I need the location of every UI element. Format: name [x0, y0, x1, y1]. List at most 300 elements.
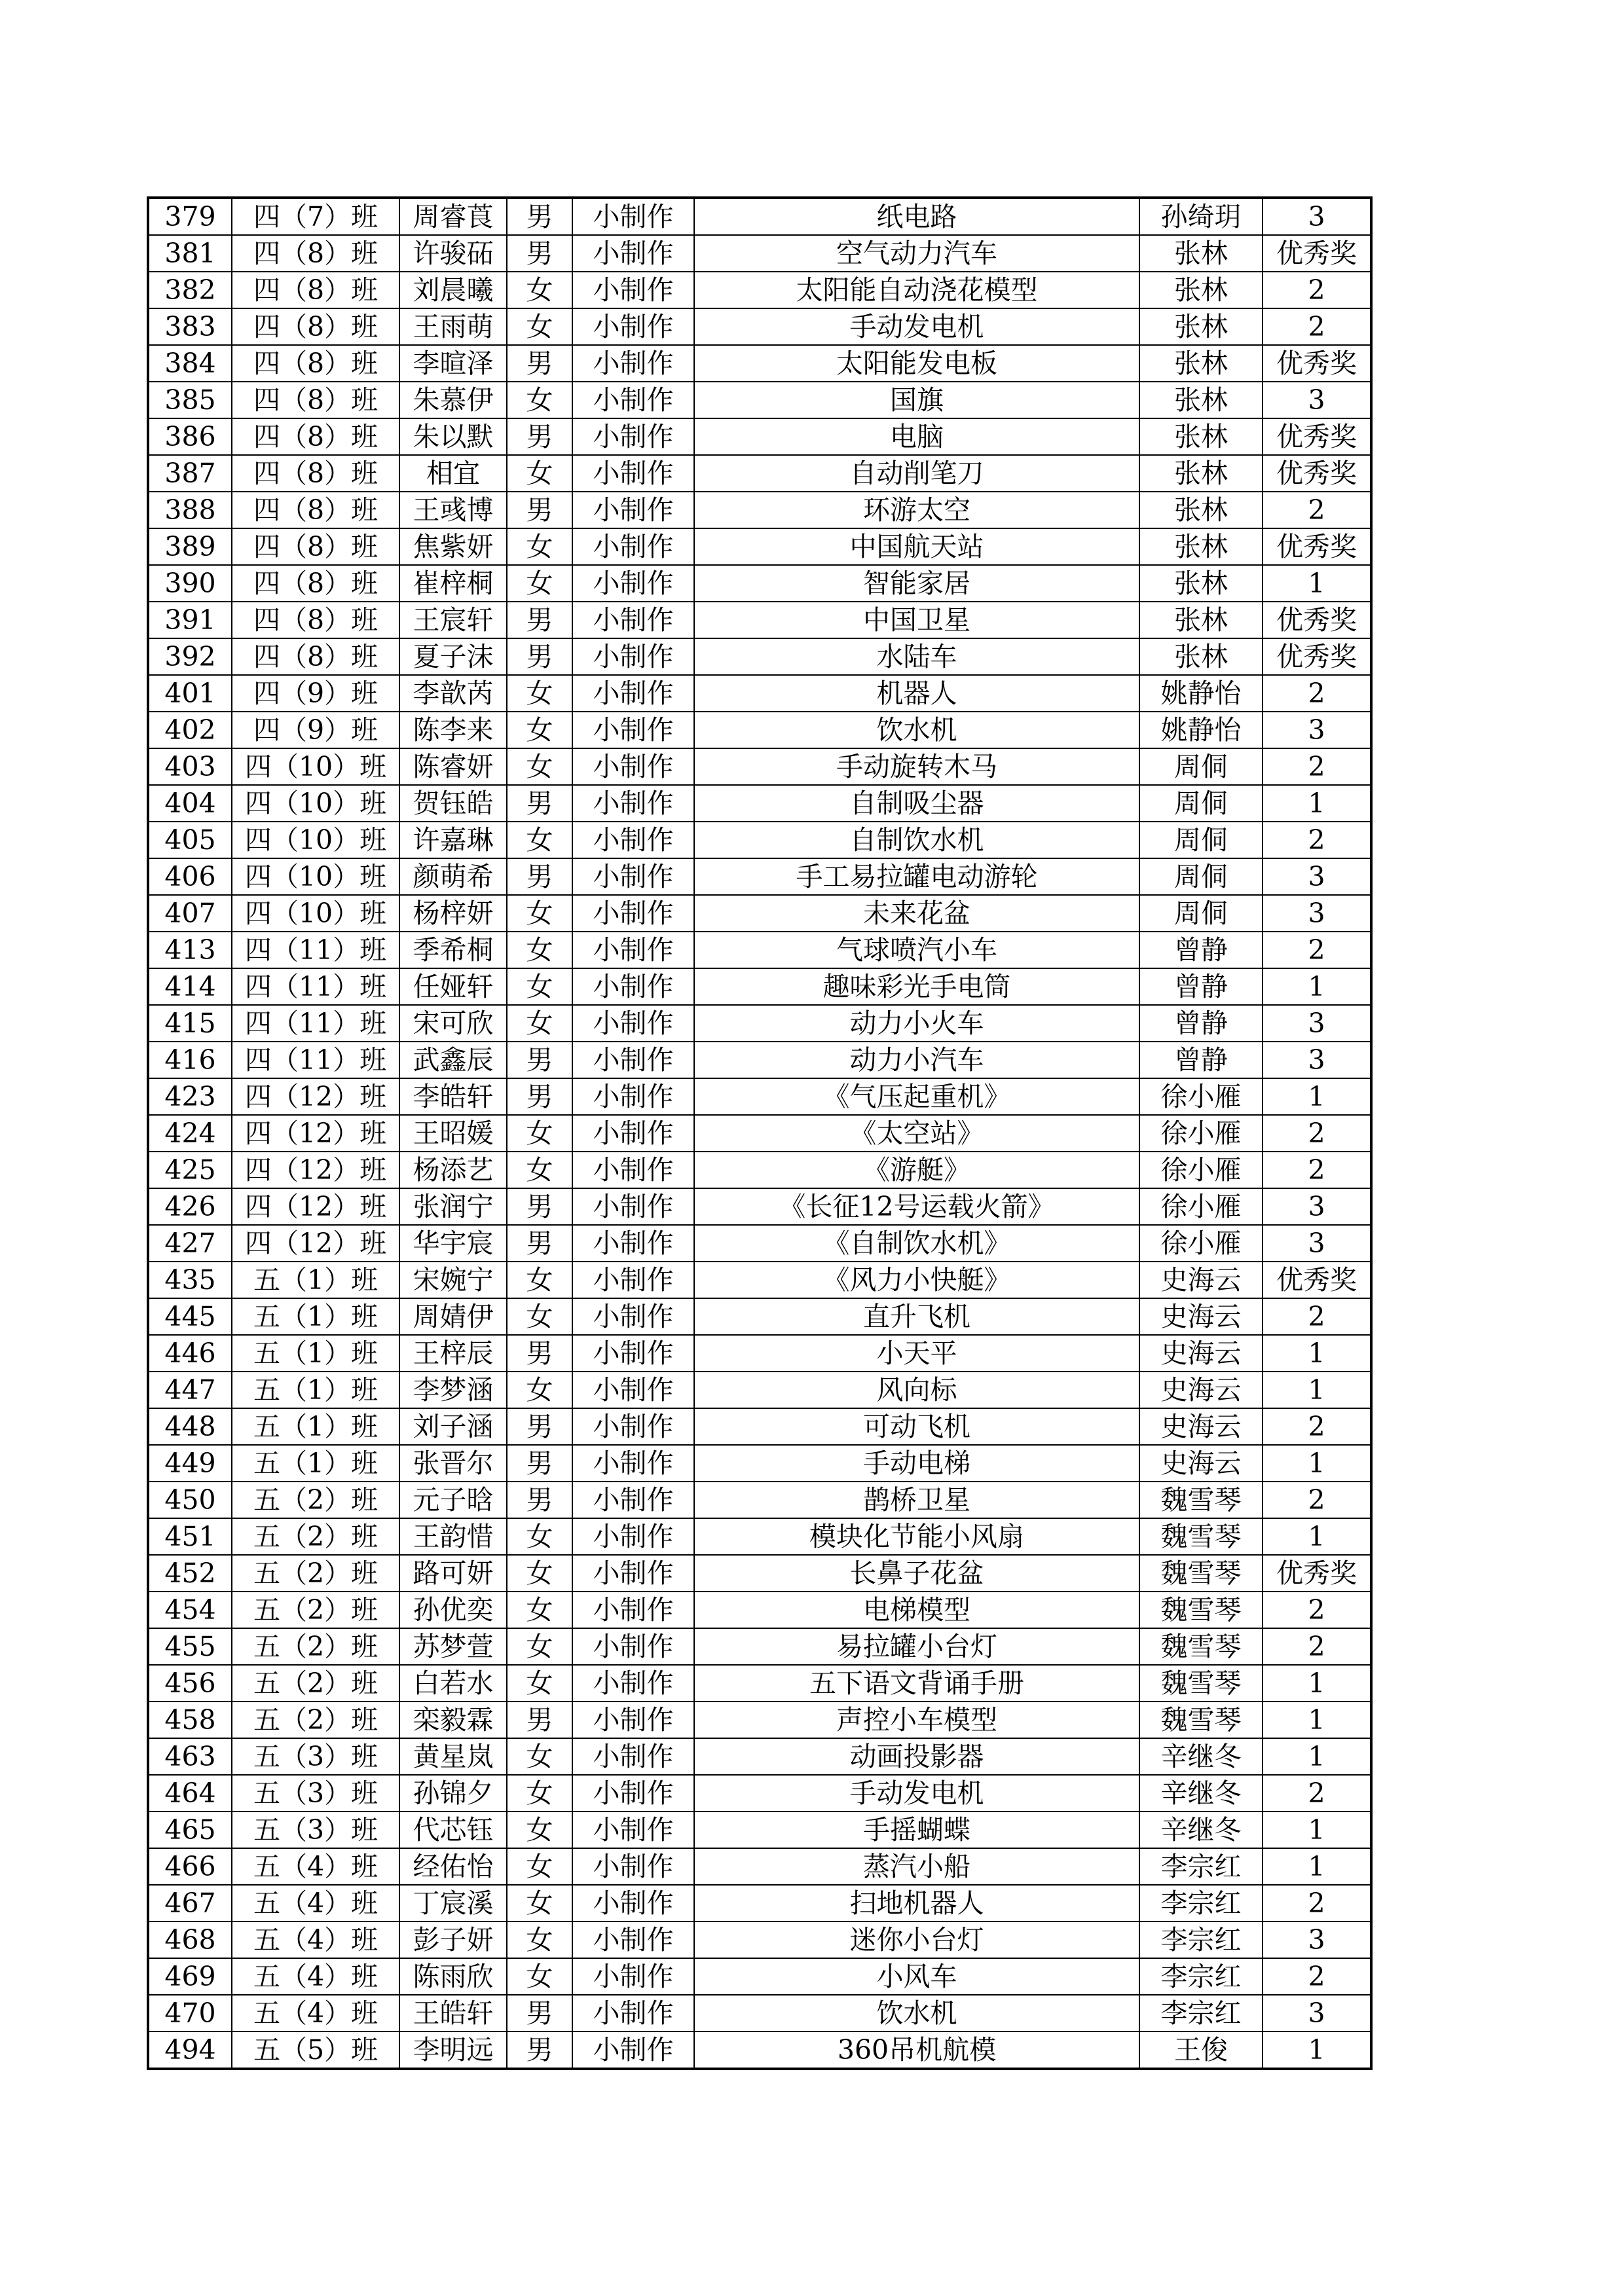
- cell-student-name: 白若水: [399, 1665, 507, 1702]
- cell-award: 3: [1263, 712, 1371, 748]
- cell-award: 3: [1263, 1005, 1371, 1042]
- table-row: [148, 1922, 1371, 1958]
- cell-student-name: 相宜: [399, 455, 507, 492]
- cell-number: 469: [148, 1958, 232, 1995]
- cell-work-title: 手工易拉罐电动游轮: [694, 858, 1139, 895]
- table-row: [148, 382, 1371, 418]
- cell-gender: 男: [507, 2032, 572, 2069]
- cell-gender: 男: [507, 198, 572, 235]
- table-row: [148, 785, 1371, 822]
- cell-work-title: 自制饮水机: [694, 822, 1139, 858]
- cell-category: 小制作: [572, 272, 694, 308]
- cell-work-title: 《风力小快艇》: [694, 1262, 1139, 1298]
- cell-teacher: 曾静: [1139, 1042, 1263, 1078]
- cell-work-title: 手动发电机: [694, 1775, 1139, 1812]
- cell-gender: 男: [507, 785, 572, 822]
- cell-work-title: 360吊机航模: [694, 2032, 1139, 2069]
- cell-work-title: 自动削笔刀: [694, 455, 1139, 492]
- cell-student-name: 华宇宸: [399, 1225, 507, 1262]
- cell-teacher: 张林: [1139, 492, 1263, 528]
- cell-class: 四（10）班: [232, 895, 399, 932]
- cell-number: 406: [148, 858, 232, 895]
- cell-award: 2: [1263, 675, 1371, 712]
- cell-number: 382: [148, 272, 232, 308]
- cell-number: 435: [148, 1262, 232, 1298]
- cell-work-title: 电脑: [694, 418, 1139, 455]
- cell-gender: 女: [507, 528, 572, 565]
- cell-category: 小制作: [572, 1445, 694, 1482]
- cell-category: 小制作: [572, 1995, 694, 2032]
- cell-class: 五（2）班: [232, 1628, 399, 1665]
- cell-number: 470: [148, 1995, 232, 2032]
- cell-work-title: 环游太空: [694, 492, 1139, 528]
- table-row: [148, 1482, 1371, 1518]
- cell-award: 2: [1263, 822, 1371, 858]
- table-row: [148, 455, 1371, 492]
- cell-teacher: 史海云: [1139, 1262, 1263, 1298]
- table-row: [148, 932, 1371, 968]
- cell-class: 四（11）班: [232, 932, 399, 968]
- cell-student-name: 代芯钰: [399, 1812, 507, 1848]
- cell-award: 2: [1263, 1885, 1371, 1922]
- cell-work-title: 易拉罐小台灯: [694, 1628, 1139, 1665]
- table-row: [148, 528, 1371, 565]
- cell-number: 379: [148, 198, 232, 235]
- cell-gender: 女: [507, 1592, 572, 1628]
- table-row: [148, 1115, 1371, 1152]
- cell-class: 五（4）班: [232, 1885, 399, 1922]
- table-row: [148, 1958, 1371, 1995]
- cell-number: 464: [148, 1775, 232, 1812]
- cell-teacher: 张林: [1139, 638, 1263, 675]
- cell-number: 427: [148, 1225, 232, 1262]
- cell-category: 小制作: [572, 638, 694, 675]
- cell-teacher: 张林: [1139, 418, 1263, 455]
- cell-gender: 男: [507, 1702, 572, 1738]
- cell-work-title: 扫地机器人: [694, 1885, 1139, 1922]
- table-row: [148, 1665, 1371, 1702]
- table-row: [148, 235, 1371, 272]
- cell-student-name: 王宸轩: [399, 602, 507, 638]
- cell-award: 1: [1263, 1665, 1371, 1702]
- table-row: [148, 2032, 1371, 2069]
- cell-student-name: 贺钰皓: [399, 785, 507, 822]
- cell-category: 小制作: [572, 235, 694, 272]
- table-row: [148, 712, 1371, 748]
- cell-category: 小制作: [572, 1115, 694, 1152]
- table-row: [148, 1592, 1371, 1628]
- cell-work-title: 国旗: [694, 382, 1139, 418]
- cell-gender: 男: [507, 1042, 572, 1078]
- cell-student-name: 宋可欣: [399, 1005, 507, 1042]
- cell-gender: 女: [507, 1958, 572, 1995]
- cell-student-name: 刘子涵: [399, 1408, 507, 1445]
- cell-teacher: 王俊: [1139, 2032, 1263, 2069]
- cell-work-title: 气球喷汽小车: [694, 932, 1139, 968]
- cell-class: 四（11）班: [232, 968, 399, 1005]
- cell-category: 小制作: [572, 932, 694, 968]
- cell-award: 2: [1263, 492, 1371, 528]
- cell-category: 小制作: [572, 1078, 694, 1115]
- cell-teacher: 曾静: [1139, 968, 1263, 1005]
- table-row: [148, 1408, 1371, 1445]
- cell-number: 415: [148, 1005, 232, 1042]
- cell-teacher: 张林: [1139, 308, 1263, 345]
- cell-teacher: 魏雪琴: [1139, 1702, 1263, 1738]
- cell-student-name: 黄星岚: [399, 1738, 507, 1775]
- cell-student-name: 夏子沫: [399, 638, 507, 675]
- cell-gender: 女: [507, 272, 572, 308]
- cell-student-name: 陈雨欣: [399, 1958, 507, 1995]
- results-table: [147, 196, 1373, 2070]
- cell-category: 小制作: [572, 675, 694, 712]
- cell-student-name: 王昭媛: [399, 1115, 507, 1152]
- cell-work-title: 饮水机: [694, 1995, 1139, 2032]
- cell-teacher: 周侗: [1139, 858, 1263, 895]
- table-row: [148, 1445, 1371, 1482]
- cell-student-name: 许嘉琳: [399, 822, 507, 858]
- cell-teacher: 魏雪琴: [1139, 1628, 1263, 1665]
- cell-class: 四（8）班: [232, 492, 399, 528]
- cell-class: 五（4）班: [232, 1848, 399, 1885]
- cell-class: 四（8）班: [232, 382, 399, 418]
- cell-teacher: 李宗红: [1139, 1995, 1263, 2032]
- cell-category: 小制作: [572, 1738, 694, 1775]
- cell-work-title: 电梯模型: [694, 1592, 1139, 1628]
- cell-work-title: 直升飞机: [694, 1298, 1139, 1335]
- cell-class: 五（3）班: [232, 1812, 399, 1848]
- cell-teacher: 史海云: [1139, 1372, 1263, 1408]
- cell-number: 452: [148, 1555, 232, 1592]
- cell-work-title: 动画投影器: [694, 1738, 1139, 1775]
- cell-class: 四（8）班: [232, 638, 399, 675]
- cell-number: 426: [148, 1188, 232, 1225]
- cell-award: 优秀奖: [1263, 602, 1371, 638]
- cell-class: 四（12）班: [232, 1115, 399, 1152]
- cell-gender: 女: [507, 968, 572, 1005]
- cell-number: 404: [148, 785, 232, 822]
- table-row: [148, 1775, 1371, 1812]
- cell-class: 五（3）班: [232, 1775, 399, 1812]
- cell-class: 四（7）班: [232, 198, 399, 235]
- cell-student-name: 朱慕伊: [399, 382, 507, 418]
- cell-award: 2: [1263, 1592, 1371, 1628]
- cell-teacher: 周侗: [1139, 895, 1263, 932]
- cell-student-name: 颜萌希: [399, 858, 507, 895]
- table-row: [148, 895, 1371, 932]
- cell-category: 小制作: [572, 1812, 694, 1848]
- cell-class: 四（12）班: [232, 1078, 399, 1115]
- cell-number: 449: [148, 1445, 232, 1482]
- cell-category: 小制作: [572, 1408, 694, 1445]
- table-row: [148, 748, 1371, 785]
- cell-teacher: 徐小雁: [1139, 1225, 1263, 1262]
- cell-number: 384: [148, 345, 232, 382]
- cell-class: 四（10）班: [232, 785, 399, 822]
- cell-gender: 男: [507, 1408, 572, 1445]
- table-row: [148, 1262, 1371, 1298]
- cell-award: 2: [1263, 1628, 1371, 1665]
- cell-teacher: 辛继冬: [1139, 1738, 1263, 1775]
- table-row: [148, 675, 1371, 712]
- cell-category: 小制作: [572, 1042, 694, 1078]
- cell-category: 小制作: [572, 1262, 694, 1298]
- cell-award: 2: [1263, 1408, 1371, 1445]
- cell-number: 402: [148, 712, 232, 748]
- cell-number: 401: [148, 675, 232, 712]
- cell-award: 1: [1263, 1848, 1371, 1885]
- cell-student-name: 张润宁: [399, 1188, 507, 1225]
- cell-class: 四（12）班: [232, 1225, 399, 1262]
- cell-award: 1: [1263, 1518, 1371, 1555]
- cell-category: 小制作: [572, 1335, 694, 1372]
- cell-class: 五（4）班: [232, 1958, 399, 1995]
- cell-teacher: 史海云: [1139, 1445, 1263, 1482]
- cell-student-name: 杨添艺: [399, 1152, 507, 1188]
- cell-teacher: 辛继冬: [1139, 1812, 1263, 1848]
- cell-award: 2: [1263, 1298, 1371, 1335]
- cell-number: 407: [148, 895, 232, 932]
- cell-number: 423: [148, 1078, 232, 1115]
- cell-student-name: 任娅轩: [399, 968, 507, 1005]
- cell-category: 小制作: [572, 1188, 694, 1225]
- cell-work-title: 小风车: [694, 1958, 1139, 1995]
- cell-student-name: 丁宸溪: [399, 1885, 507, 1922]
- cell-category: 小制作: [572, 1702, 694, 1738]
- cell-category: 小制作: [572, 968, 694, 1005]
- table-row: [148, 858, 1371, 895]
- cell-category: 小制作: [572, 1775, 694, 1812]
- cell-class: 五（1）班: [232, 1408, 399, 1445]
- cell-gender: 女: [507, 1152, 572, 1188]
- cell-number: 450: [148, 1482, 232, 1518]
- cell-gender: 女: [507, 1555, 572, 1592]
- cell-gender: 女: [507, 1518, 572, 1555]
- table-row: [148, 1738, 1371, 1775]
- cell-teacher: 徐小雁: [1139, 1152, 1263, 1188]
- cell-class: 四（8）班: [232, 602, 399, 638]
- cell-student-name: 季希桐: [399, 932, 507, 968]
- table-row: [148, 272, 1371, 308]
- cell-category: 小制作: [572, 565, 694, 602]
- cell-category: 小制作: [572, 785, 694, 822]
- cell-category: 小制作: [572, 1005, 694, 1042]
- cell-gender: 女: [507, 455, 572, 492]
- cell-award: 2: [1263, 272, 1371, 308]
- cell-gender: 男: [507, 602, 572, 638]
- cell-work-title: 纸电路: [694, 198, 1139, 235]
- cell-number: 458: [148, 1702, 232, 1738]
- cell-gender: 女: [507, 1115, 572, 1152]
- cell-number: 413: [148, 932, 232, 968]
- cell-category: 小制作: [572, 602, 694, 638]
- cell-class: 五（2）班: [232, 1482, 399, 1518]
- cell-student-name: 王皓轩: [399, 1995, 507, 2032]
- cell-number: 451: [148, 1518, 232, 1555]
- cell-gender: 男: [507, 858, 572, 895]
- cell-category: 小制作: [572, 1592, 694, 1628]
- cell-number: 445: [148, 1298, 232, 1335]
- table-row: [148, 1518, 1371, 1555]
- cell-work-title: 太阳能自动浇花模型: [694, 272, 1139, 308]
- cell-award: 优秀奖: [1263, 455, 1371, 492]
- cell-student-name: 刘晨曦: [399, 272, 507, 308]
- cell-class: 五（2）班: [232, 1702, 399, 1738]
- cell-number: 425: [148, 1152, 232, 1188]
- cell-work-title: 手动发电机: [694, 308, 1139, 345]
- table-row: [148, 1078, 1371, 1115]
- cell-number: 468: [148, 1922, 232, 1958]
- cell-award: 优秀奖: [1263, 345, 1371, 382]
- table-row: [148, 1555, 1371, 1592]
- cell-student-name: 元子晗: [399, 1482, 507, 1518]
- cell-teacher: 徐小雁: [1139, 1078, 1263, 1115]
- cell-teacher: 周侗: [1139, 748, 1263, 785]
- cell-work-title: 《气压起重机》: [694, 1078, 1139, 1115]
- table-row: [148, 1298, 1371, 1335]
- cell-class: 四（12）班: [232, 1152, 399, 1188]
- cell-gender: 女: [507, 1848, 572, 1885]
- cell-award: 3: [1263, 1225, 1371, 1262]
- cell-class: 五（2）班: [232, 1592, 399, 1628]
- table-row: [148, 1885, 1371, 1922]
- cell-teacher: 周侗: [1139, 822, 1263, 858]
- cell-award: 1: [1263, 968, 1371, 1005]
- cell-number: 383: [148, 308, 232, 345]
- cell-student-name: 李歆芮: [399, 675, 507, 712]
- cell-student-name: 王彧博: [399, 492, 507, 528]
- cell-number: 424: [148, 1115, 232, 1152]
- cell-gender: 女: [507, 1005, 572, 1042]
- cell-work-title: 趣味彩光手电筒: [694, 968, 1139, 1005]
- cell-teacher: 张林: [1139, 272, 1263, 308]
- cell-number: 388: [148, 492, 232, 528]
- cell-teacher: 张林: [1139, 382, 1263, 418]
- table-row: [148, 1848, 1371, 1885]
- cell-number: 455: [148, 1628, 232, 1665]
- cell-gender: 女: [507, 1922, 572, 1958]
- cell-award: 优秀奖: [1263, 528, 1371, 565]
- cell-student-name: 李皓轩: [399, 1078, 507, 1115]
- cell-work-title: 声控小车模型: [694, 1702, 1139, 1738]
- cell-class: 四（10）班: [232, 748, 399, 785]
- cell-work-title: 风向标: [694, 1372, 1139, 1408]
- cell-work-title: 空气动力汽车: [694, 235, 1139, 272]
- table-row: [148, 308, 1371, 345]
- cell-award: 3: [1263, 382, 1371, 418]
- cell-category: 小制作: [572, 1152, 694, 1188]
- cell-class: 四（12）班: [232, 1188, 399, 1225]
- cell-number: 403: [148, 748, 232, 785]
- cell-number: 465: [148, 1812, 232, 1848]
- cell-gender: 女: [507, 1628, 572, 1665]
- cell-award: 2: [1263, 1958, 1371, 1995]
- cell-teacher: 徐小雁: [1139, 1115, 1263, 1152]
- cell-class: 五（1）班: [232, 1445, 399, 1482]
- table-row: [148, 1812, 1371, 1848]
- cell-gender: 女: [507, 1885, 572, 1922]
- cell-student-name: 彭子妍: [399, 1922, 507, 1958]
- table-row: [148, 492, 1371, 528]
- cell-award: 3: [1263, 1188, 1371, 1225]
- cell-gender: 女: [507, 382, 572, 418]
- cell-award: 1: [1263, 1812, 1371, 1848]
- cell-award: 2: [1263, 1152, 1371, 1188]
- cell-gender: 男: [507, 235, 572, 272]
- cell-class: 四（9）班: [232, 675, 399, 712]
- cell-award: 1: [1263, 1445, 1371, 1482]
- cell-category: 小制作: [572, 895, 694, 932]
- cell-award: 优秀奖: [1263, 1555, 1371, 1592]
- cell-gender: 男: [507, 1445, 572, 1482]
- cell-number: 456: [148, 1665, 232, 1702]
- cell-class: 五（2）班: [232, 1665, 399, 1702]
- cell-number: 381: [148, 235, 232, 272]
- cell-award: 3: [1263, 1042, 1371, 1078]
- cell-number: 392: [148, 638, 232, 675]
- cell-student-name: 李明远: [399, 2032, 507, 2069]
- cell-gender: 女: [507, 1298, 572, 1335]
- cell-work-title: 动力小火车: [694, 1005, 1139, 1042]
- cell-student-name: 路可妍: [399, 1555, 507, 1592]
- cell-category: 小制作: [572, 1518, 694, 1555]
- cell-work-title: 手摇蝴蝶: [694, 1812, 1139, 1848]
- cell-number: 386: [148, 418, 232, 455]
- cell-class: 四（11）班: [232, 1042, 399, 1078]
- cell-teacher: 张林: [1139, 602, 1263, 638]
- cell-work-title: 五下语文背诵手册: [694, 1665, 1139, 1702]
- cell-teacher: 魏雪琴: [1139, 1555, 1263, 1592]
- cell-number: 390: [148, 565, 232, 602]
- cell-class: 四（9）班: [232, 712, 399, 748]
- cell-class: 五（1）班: [232, 1372, 399, 1408]
- cell-gender: 男: [507, 345, 572, 382]
- cell-work-title: 水陆车: [694, 638, 1139, 675]
- cell-student-name: 王梓辰: [399, 1335, 507, 1372]
- cell-work-title: 智能家居: [694, 565, 1139, 602]
- cell-class: 四（11）班: [232, 1005, 399, 1042]
- cell-gender: 女: [507, 748, 572, 785]
- cell-award: 1: [1263, 785, 1371, 822]
- cell-work-title: 手动电梯: [694, 1445, 1139, 1482]
- cell-award: 优秀奖: [1263, 1262, 1371, 1298]
- cell-student-name: 李梦涵: [399, 1372, 507, 1408]
- cell-category: 小制作: [572, 1482, 694, 1518]
- cell-teacher: 魏雪琴: [1139, 1665, 1263, 1702]
- cell-class: 四（8）班: [232, 565, 399, 602]
- cell-student-name: 苏梦萱: [399, 1628, 507, 1665]
- cell-award: 3: [1263, 895, 1371, 932]
- cell-number: 494: [148, 2032, 232, 2069]
- cell-teacher: 史海云: [1139, 1298, 1263, 1335]
- cell-student-name: 杨梓妍: [399, 895, 507, 932]
- cell-teacher: 张林: [1139, 345, 1263, 382]
- cell-award: 1: [1263, 1078, 1371, 1115]
- table-row: [148, 198, 1371, 235]
- table-row: [148, 968, 1371, 1005]
- cell-gender: 男: [507, 1188, 572, 1225]
- cell-class: 四（8）班: [232, 235, 399, 272]
- cell-teacher: 张林: [1139, 455, 1263, 492]
- table-row: [148, 1042, 1371, 1078]
- cell-award: 3: [1263, 1995, 1371, 2032]
- cell-student-name: 张晋尔: [399, 1445, 507, 1482]
- cell-class: 五（4）班: [232, 1995, 399, 2032]
- cell-gender: 男: [507, 492, 572, 528]
- table-row: [148, 1628, 1371, 1665]
- cell-category: 小制作: [572, 1848, 694, 1885]
- cell-gender: 男: [507, 1482, 572, 1518]
